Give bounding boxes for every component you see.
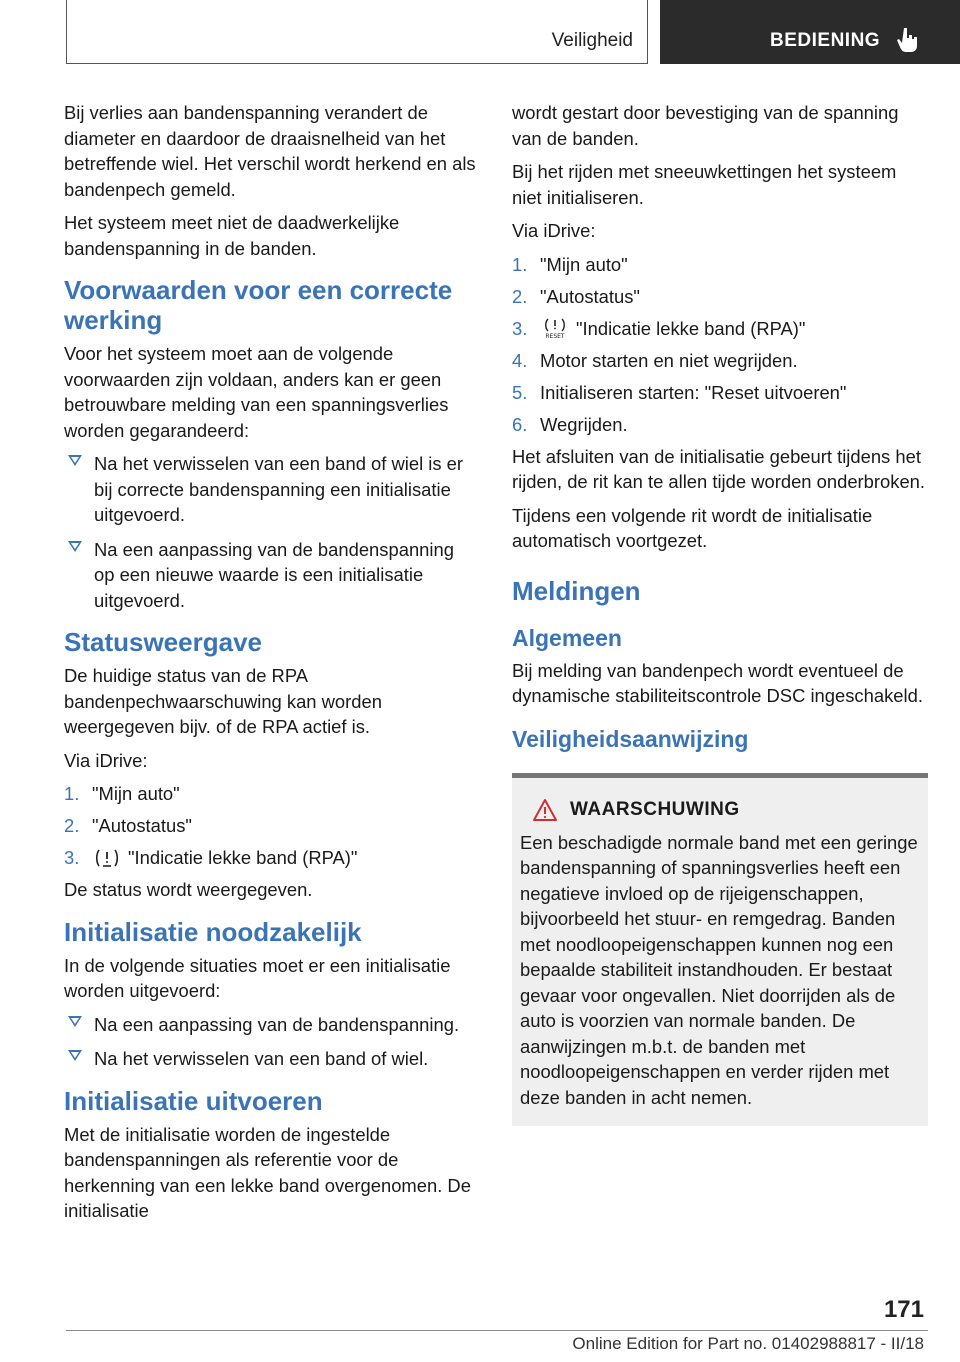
after-paragraph-2: Tijdens een volgende rit wordt de initialisatie automatisch voortgezet. <box>512 504 873 551</box>
continued-paragraph-1: wordt gestart door bevestiging van de spanning van de banden. <box>512 102 899 149</box>
hand-pointer-icon <box>896 26 920 54</box>
step-item: 2. "Autostatus" <box>512 285 640 307</box>
svg-text:RESET: RESET <box>545 333 565 340</box>
intro-paragraph-2: Het systeem meet niet de daadwerkelijke bandenspanning in de banden. <box>64 212 400 259</box>
section-title: Veiligheid <box>551 30 633 51</box>
triangle-bullet-icon <box>68 1050 82 1061</box>
init-steps <box>512 252 928 438</box>
via-idrive-label: Via iDrive: <box>512 220 596 241</box>
list-item: Na het verwisselen van een band of wiel. <box>64 1046 478 1072</box>
status-text: De huidige status van de RPA bandenpechwaarschuwing kan worden weergegeven bijv. of de RPA actief is. <box>64 665 382 737</box>
footer-edition: Online Edition for Part no. 01402988817 - II/18 <box>572 1334 924 1353</box>
step-item: 2. "Autostatus" <box>64 815 192 836</box>
footer-divider <box>66 1330 928 1331</box>
voorwaarden-text: Voor het systeem moet aan de volgende voorwaarden zijn voldaan, anders kan er geen betrouwbare melding van een spanningsverlies worden gegarandeerd: <box>64 343 449 441</box>
warning-triangle-icon <box>532 798 558 822</box>
warning-box <box>512 773 928 1127</box>
step-item: 1. "Mijn auto" <box>64 783 180 804</box>
heading-statusweergave: Statusweergave <box>64 627 262 657</box>
tire-pressure-icon <box>94 847 120 869</box>
left-column <box>64 100 478 1232</box>
heading-meldingen: Meldingen <box>512 575 641 606</box>
voorwaarden-list <box>64 451 478 613</box>
page-number: 171 <box>883 1296 924 1323</box>
init-nood-text: In de volgende situaties moet er een initialisatie worden uitgevoerd: <box>64 954 451 1001</box>
intro-paragraph-1: Bij verlies aan bandenspanning verandert de diameter en daardoor de draaisnelheid van het betreffende wiel. Het verschil wordt herkend en als bandenpech gemeld. <box>64 102 476 200</box>
header-chapter-box <box>660 0 960 64</box>
header-section-box <box>66 0 648 64</box>
list-item: Na een aanpassing van de bandenspanning. <box>64 1012 478 1038</box>
list-item: Na een aanpassing van de bandenspanning op een nieuwe waarde is een initialisatie uitgevoerd. <box>64 537 478 614</box>
triangle-bullet-icon <box>68 1016 82 1027</box>
step-item: 3. "Indicatie lekke band (RPA)" <box>64 847 358 868</box>
step-item: 6. Wegrijden. <box>512 413 628 435</box>
after-paragraph-1: Het afsluiten van de initialisatie gebeurt tijdens het rijden, de rit kan te allen tijde worden onderbroken. <box>512 445 926 492</box>
continued-paragraph-2: Bij het rijden met sneeuwkettingen het systeem niet initialiseren. <box>512 161 897 208</box>
status-result: De status wordt weergegeven. <box>64 879 313 900</box>
chapter-title: BEDIENING <box>770 30 881 51</box>
step-item: 1. "Mijn auto" <box>512 253 628 275</box>
warning-header <box>520 798 920 822</box>
init-uit-text: Met de initialisatie worden de ingestelde bandenspanningen als referentie voor de herkenning van een lekke band overgenomen. De initialisatie <box>64 1123 471 1221</box>
init-nood-list <box>64 1012 478 1072</box>
step-item: 3. RESET "Indicatie lekke band (RPA)" <box>512 317 806 340</box>
triangle-bullet-icon <box>68 541 82 552</box>
heading-algemeen: Algemeen <box>512 624 622 651</box>
heading-initialisatie-noodzakelijk: Initialisatie noodzakelijk <box>64 916 362 947</box>
triangle-bullet-icon <box>68 455 82 466</box>
heading-veiligheidsaanwijzing: Veiligheidsaanwijzing <box>512 725 749 752</box>
step-item: 5. Initialiseren starten: "Reset uitvoeren" <box>512 381 847 403</box>
status-steps <box>64 781 478 871</box>
warning-text: Een beschadigde normale band met een geringe bandenspanning of spanningsverlies heeft een negatieve invloed op de rijeigenschappen, bijvoorbeeld het stuur- en remgedrag. Banden met noodloopeigenschappen kunnen nog een bepaalde stabiliteit instandhouden. Er bestaat gevaar voor ongevallen. Niet doorrijden als de auto is voorzien van normale banden. De aanwijzingen m.b.t. de banden met noodloopeigenschappen en verder rijden met deze banden in acht nemen. <box>520 831 918 1108</box>
step-item: 4. Motor starten en niet wegrijden. <box>512 349 798 371</box>
heading-initialisatie-uitvoeren: Initialisatie uitvoeren <box>64 1085 323 1116</box>
tire-reset-icon <box>542 317 568 339</box>
right-column <box>512 100 928 1126</box>
warning-title: WAARSCHUWING <box>570 798 740 820</box>
algemeen-text: Bij melding van bandenpech wordt eventueel de dynamische stabiliteitscontrole DSC ingeschakeld. <box>512 659 923 706</box>
heading-voorwaarden: Voorwaarden voor een correcte werking <box>64 275 453 335</box>
list-item: Na het verwisselen van een band of wiel is er bij correcte bandenspanning een initialisatie uitgevoerd. <box>64 451 478 528</box>
via-idrive-label: Via iDrive: <box>64 749 148 771</box>
